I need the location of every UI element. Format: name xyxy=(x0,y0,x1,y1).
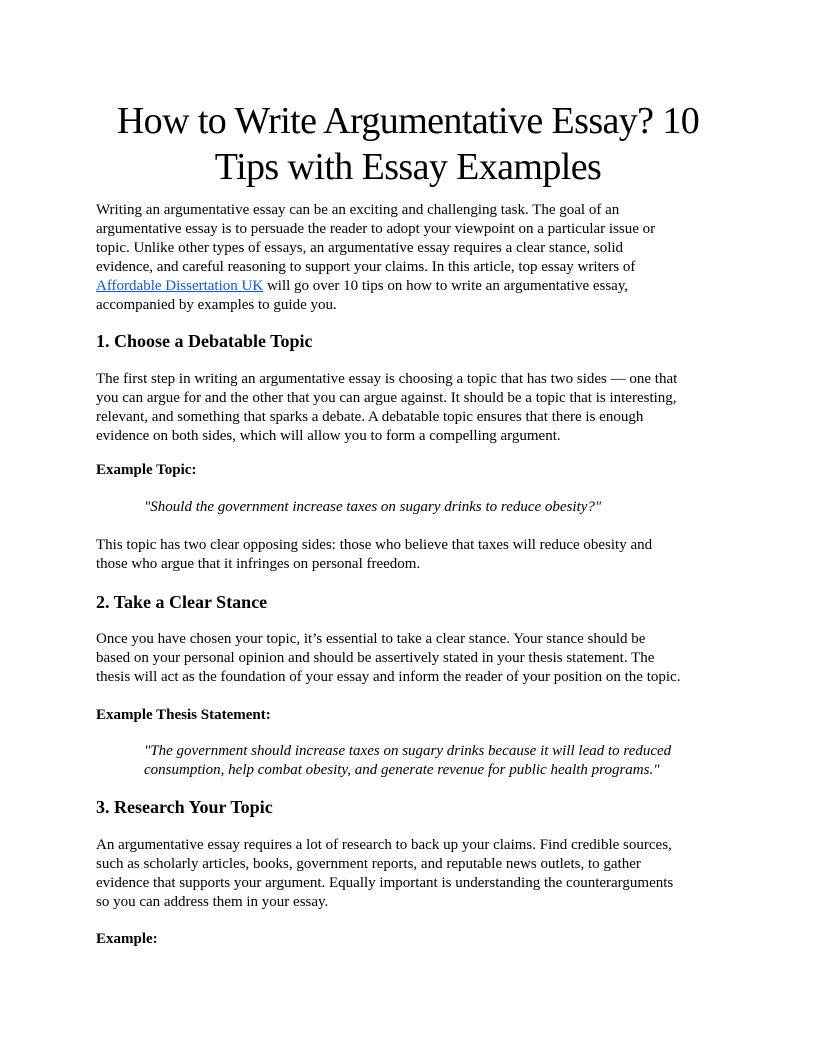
example-label: Example: xyxy=(96,931,158,947)
section-1-after-line-1: This topic has two clear opposing sides: those who believe that taxes will reduce obesity and xyxy=(96,537,653,553)
section-1-after-paragraph xyxy=(96,536,736,574)
thesis-quote-line-1: "The government should increase taxes on sugary drinks because it will lead to reduced xyxy=(144,743,672,759)
section-1-line-3: relevant, and something that sparks a debate. A debatable topic ensures that there is enough xyxy=(96,409,644,425)
section-3-line-4: so you can address them in your essay. xyxy=(96,894,329,910)
section-3-line-1: An argumentative essay requires a lot of research to back up your claims. Find credible sources, xyxy=(96,837,672,853)
section-3-line-2: such as scholarly articles, books, government reports, and reputable news outlets, to gather xyxy=(96,856,641,872)
affordable-dissertation-link[interactable]: Affordable Dissertation UK xyxy=(96,278,264,294)
example-topic-quote: "Should the government increase taxes on sugary drinks to reduce obesity?" xyxy=(144,499,602,515)
title-line-2: Tips with Essay Examples xyxy=(214,146,602,188)
section-1-line-2: you can argue for and the other that you can argue against. It should be a topic that is interesting, xyxy=(96,390,677,406)
section-2-heading: 2. Take a Clear Stance xyxy=(96,592,268,612)
intro-line-1: Writing an argumentative essay can be an exciting and challenging task. The goal of an xyxy=(96,202,620,218)
intro-line-6: accompanied by examples to guide you. xyxy=(96,297,337,313)
section-2-line-2: based on your personal opinion and should be assertively stated in your thesis statement. The xyxy=(96,650,655,666)
section-1-paragraph xyxy=(96,370,736,446)
intro-paragraph xyxy=(96,201,736,315)
intro-line-2: argumentative essay is to persuade the reader to adopt your viewpoint on a particular issue or xyxy=(96,221,656,237)
section-2-paragraph xyxy=(96,630,736,687)
example-thesis-quote xyxy=(144,742,671,780)
intro-line-5 xyxy=(96,277,736,296)
section-1-heading: 1. Choose a Debatable Topic xyxy=(96,331,313,351)
section-1-after-line-2: those who argue that it infringes on personal freedom. xyxy=(96,556,421,572)
intro-line-4: evidence, and careful reasoning to support your claims. In this article, top essay writers of xyxy=(96,259,636,275)
section-3-heading: 3. Research Your Topic xyxy=(96,797,273,817)
page-title xyxy=(60,98,756,190)
section-2-line-1: Once you have chosen your topic, it’s essential to take a clear stance. Your stance should be xyxy=(96,631,646,647)
intro-line-5-rest: will go over 10 tips on how to write an argumentative essay, xyxy=(263,278,629,294)
example-thesis-label: Example Thesis Statement: xyxy=(96,707,271,723)
example-topic-label: Example Topic: xyxy=(96,462,197,478)
section-3-line-3: evidence that supports your argument. Equally important is understanding the counterarguments xyxy=(96,875,674,891)
title-line-1: How to Write Argumentative Essay? 10 xyxy=(116,100,700,142)
section-1-line-4: evidence on both sides, which will allow you to form a compelling argument. xyxy=(96,428,561,444)
section-3-paragraph xyxy=(96,836,736,912)
section-2-line-3: thesis will act as the foundation of your essay and inform the reader of your position on the topic. xyxy=(96,669,681,685)
section-1-line-1: The first step in writing an argumentative essay is choosing a topic that has two sides — one that xyxy=(96,371,678,387)
intro-line-3: topic. Unlike other types of essays, an argumentative essay requires a clear stance, solid xyxy=(96,240,624,256)
thesis-quote-line-2: consumption, help combat obesity, and generate revenue for public health programs." xyxy=(144,762,660,778)
